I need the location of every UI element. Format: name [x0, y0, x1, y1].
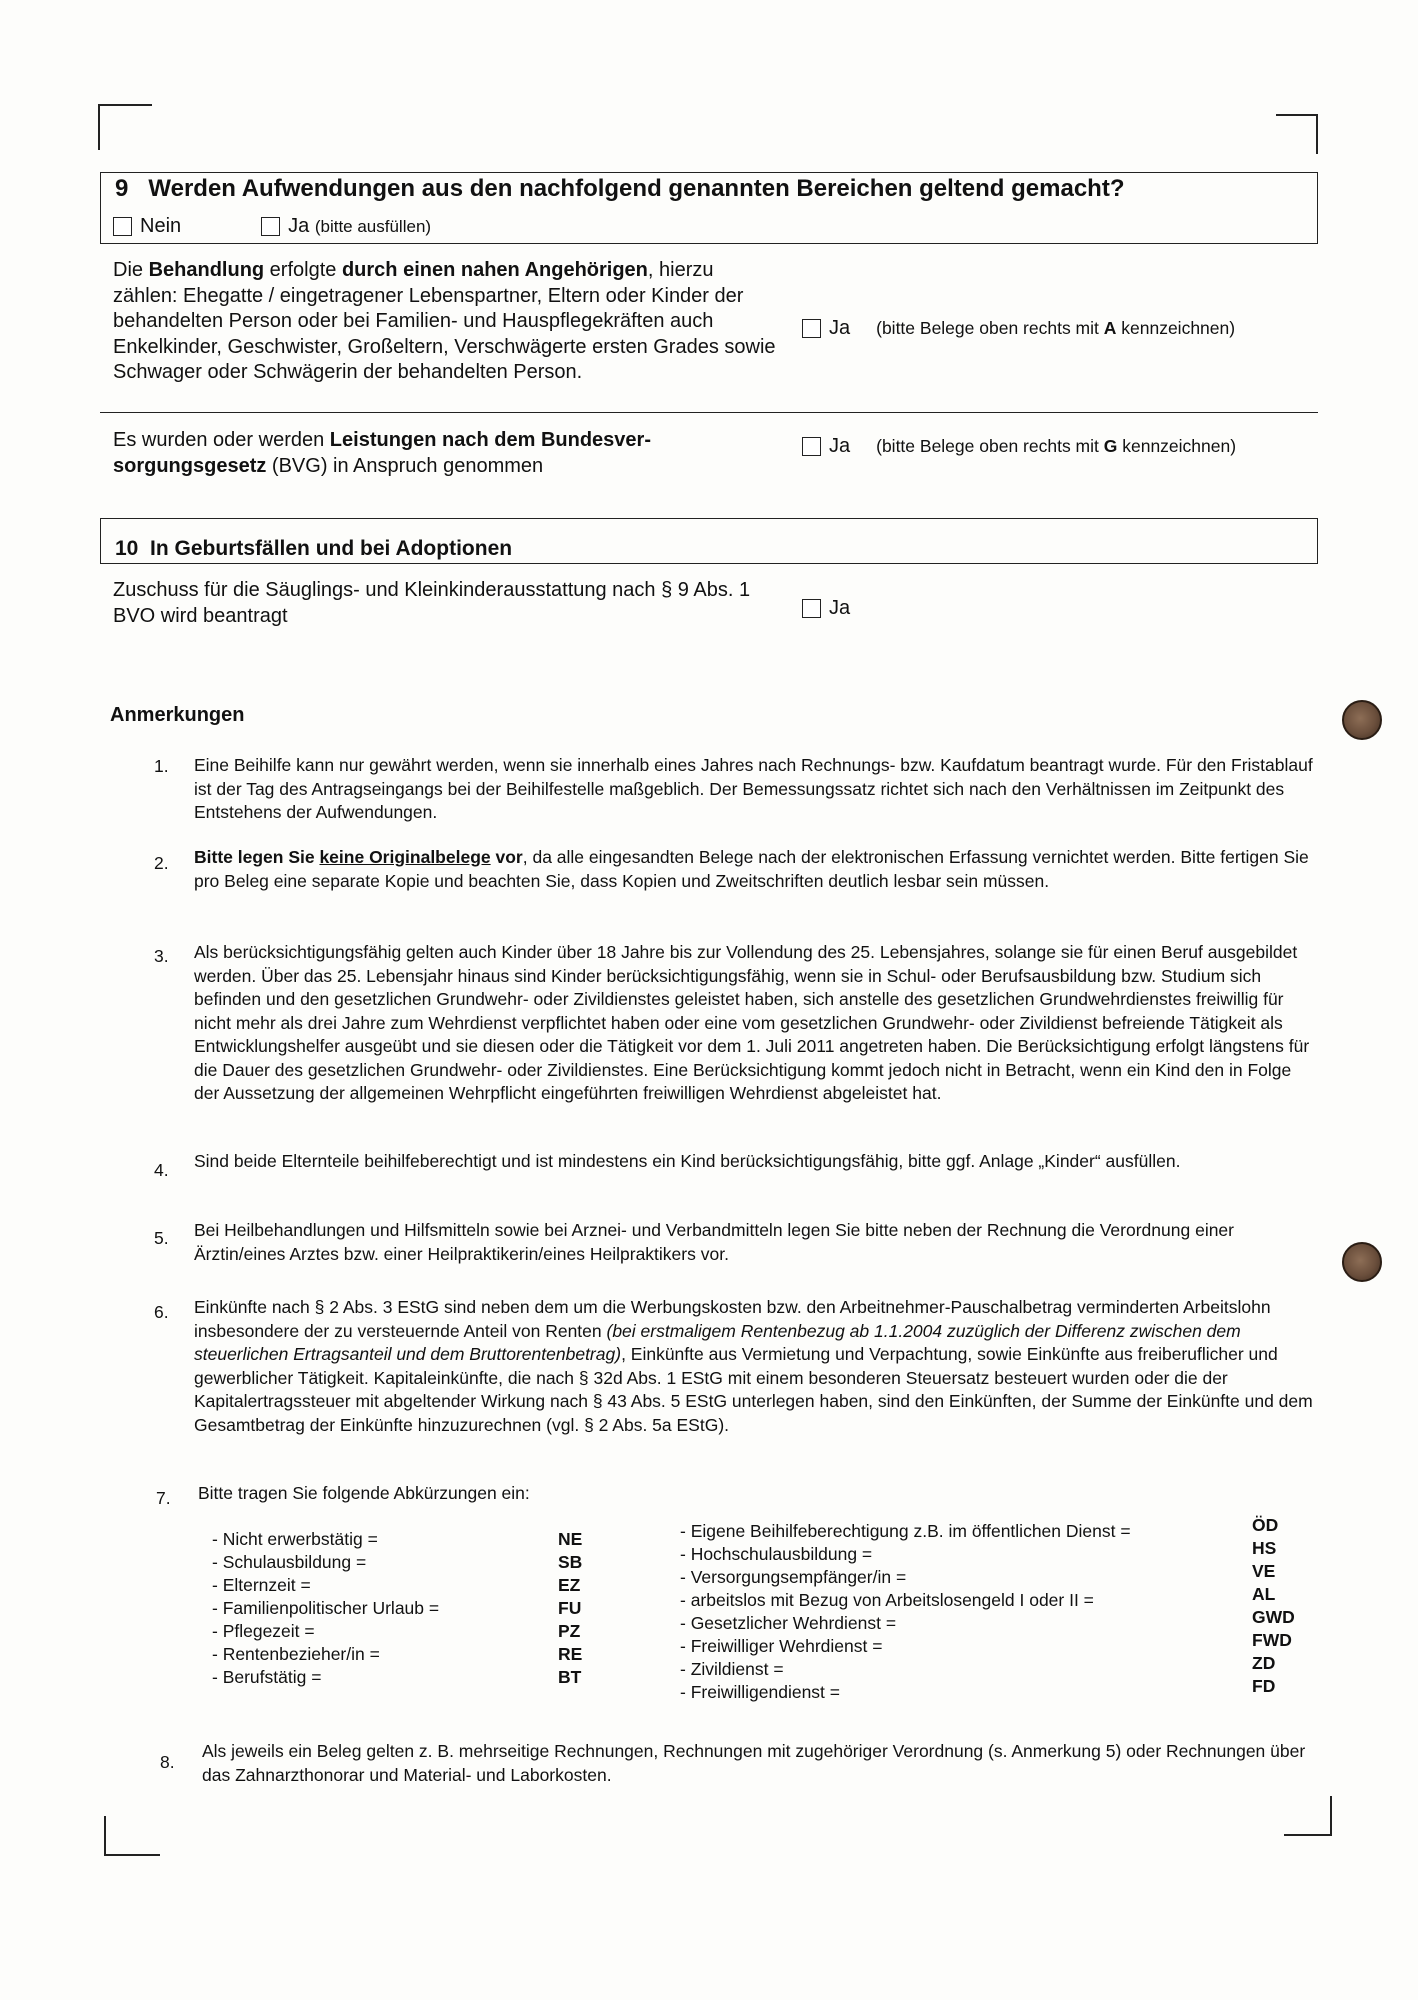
section-10-option [802, 597, 850, 620]
abbr-code: VE [1252, 1561, 1276, 1581]
abbreviations-right-codes [1252, 1514, 1295, 1698]
remarks-heading: Anmerkungen [110, 704, 245, 726]
bvg-ja-label: Ja [829, 435, 851, 457]
abbr-label: - Zivildienst = [680, 1659, 784, 1679]
abbr-label: - Eigene Beihilfeberechtigung z.B. im öffentlichen Dienst = [680, 1521, 1131, 1541]
abbr-label: - Nicht erwerbstätig = [212, 1529, 378, 1549]
remark-4-text: Sind beide Elternteile beihilfeberechtigt und ist mindestens ein Kind berücksichtigungsfähig, bitte ggf. Anlage „Kinder“ ausfüllen. [194, 1151, 1181, 1171]
section-10-text: Zuschuss für die Säuglings- und Kleinkinderausstattung nach § 9 Abs. 1 BVO wird beantragt [113, 579, 751, 627]
section-9-header-box [100, 172, 1318, 244]
abbr-code: FU [558, 1598, 582, 1618]
section-9-options [113, 215, 431, 238]
remark-4-number: 4. [154, 1160, 169, 1180]
abbr-code: ÖD [1252, 1515, 1279, 1535]
remark-2-text: Bitte legen Sie keine Originalbelege vor, da alle eingesandten Belege nach der elektronischen Erfassung vernichtet werden. Bitte fertigen Sie pro Beleg eine separate Kopie und beachten Sie, dass Kopien und Zweitschriften deutlich lesbar sein müssen. [194, 847, 1309, 891]
section-9-no-label: Nein [140, 215, 182, 237]
corner-mark-top-right [1276, 114, 1318, 154]
abbr-code: FD [1252, 1676, 1276, 1696]
abbr-label: - Hochschulausbildung = [680, 1544, 873, 1564]
remark-8-number: 8. [160, 1752, 175, 1772]
section-9-relatives-option [802, 317, 1235, 340]
punch-hole-upper [1342, 700, 1382, 740]
bvg-hint: (bitte Belege oben rechts mit G kennzeichnen) [876, 436, 1237, 456]
relatives-ja-checkbox[interactable] [802, 319, 821, 338]
abbr-label: - Pflegezeit = [212, 1621, 315, 1641]
remark-8-text: Als jeweils ein Beleg gelten z. B. mehrseitige Rechnungen, Rechnungen mit zugehöriger Verordnung (s. Anmerkung 5) oder Rechnungen über das Zahnarzthonorar und Material- und Laborkosten. [202, 1741, 1306, 1785]
corner-mark-bottom-right [1284, 1796, 1332, 1836]
abbr-label: - arbeitslos mit Bezug von Arbeitslosengeld I oder II = [680, 1590, 1094, 1610]
section-10-number: 10 [115, 537, 139, 560]
abbr-label: - Rentenbezieher/in = [212, 1644, 380, 1664]
abbr-code: AL [1252, 1584, 1276, 1604]
birth-ja-checkbox[interactable] [802, 599, 821, 618]
section-10-header-box [100, 518, 1318, 564]
corner-mark-top-left [98, 104, 152, 150]
birth-ja-label: Ja [829, 597, 851, 619]
section-9-title [115, 175, 1124, 203]
abbr-code: PZ [558, 1621, 581, 1641]
abbr-code: EZ [558, 1575, 581, 1595]
section-9-no-checkbox[interactable] [113, 217, 132, 236]
corner-mark-bottom-left [104, 1816, 160, 1856]
abbr-label: - Familienpolitischer Urlaub = [212, 1598, 440, 1618]
section-9-title-text: Werden Aufwendungen aus den nachfolgend genannten Bereichen geltend gemacht? [148, 175, 1125, 202]
abbreviations-left-labels [212, 1528, 439, 1689]
remark-6-text: Einkünfte nach § 2 Abs. 3 EStG sind neben dem um die Werbungskosten bzw. den Arbeitnehmer-Pauschalbetrag verminderten Arbeitslohn insbesondere der zu versteuernde Anteil von Renten (bei erstmaligem Rentenbezug ab 1.1.2004 zuzüglich der Differenz zwischen dem steuerlichen Ertragsanteil und dem Bruttorentenbetrag), Einkünfte aus Vermietung und Verpachtung, sowie Einkünfte aus freiberuflicher und gewerblicher Tätigkeit. Kapitaleinkünfte, die nach § 32d Abs. 1 EStG mit einem besonderen Steuersatz besteuert wurden oder die der Kapitalertragssteuer mit abgeltender Wirkung nach § 43 Abs. 5 EStG unterlegen haben, sind den Einkünften, der Summe der Einkünfte und dem Gesamtbetrag der Einkünfte hinzuzurechnen (vgl. § 2 Abs. 5a EStG). [194, 1297, 1313, 1435]
section-9-bvg-option [802, 435, 1236, 458]
section-9-number: 9 [115, 175, 129, 202]
relatives-ja-label: Ja [829, 317, 851, 339]
section-9-bvg-text: Es wurden oder werden Leistungen nach dem Bundesversorgungsgesetz (BVG) in Anspruch genommen [113, 429, 651, 477]
abbr-code: FWD [1252, 1630, 1292, 1650]
section-9-divider [100, 412, 1318, 413]
remark-3-number: 3. [154, 946, 169, 966]
remark-6-number: 6. [154, 1302, 169, 1322]
punch-hole-lower [1342, 1242, 1382, 1282]
remark-1-text: Eine Beihilfe kann nur gewährt werden, wenn sie innerhalb eines Jahres nach Rechnungs- bzw. Kaufdatum beantragt wurde. Für den Fristablauf ist der Tag des Antragseingangs bei der Beihilfestelle maßgeblich. Der Bemessungssatz richtet sich nach den Verhältnissen im Zeitpunkt des Entstehens der Aufwendungen. [194, 755, 1313, 822]
abbr-label: - Versorgungsempfänger/in = [680, 1567, 907, 1587]
abbr-label: - Berufstätig = [212, 1667, 322, 1687]
abbr-code: RE [558, 1644, 583, 1664]
section-9-relatives-text: Die Behandlung erfolgte durch einen nahen Angehörigen, hierzu zählen: Ehegatte / eingetragener Lebenspartner, Eltern oder Kinder der behandelten Person oder bei Familien- und Hauspflegekräften auch Enkelkinder, Geschwister, Großeltern, Verschwägerte ersten Grades sowie Schwager oder Schwägerin der behandelten Person. [113, 259, 776, 383]
abbr-code: GWD [1252, 1607, 1295, 1627]
remark-3-text: Als berücksichtigungsfähig gelten auch Kinder über 18 Jahre bis zur Vollendung des 25. Lebensjahres, solange sie für einen Beruf ausgebildet werden. Über das 25. Lebensjahr hinaus sind Kinder berücksichtigungsfähig, wenn sie in Schul- oder Berufsausbildung bzw. Studium sich befinden und den gesetzlichen Grundwehr- oder Zivildienstes geleistet haben, sich anstelle des gesetzlichen Grundwehrdienstes freiwillig für nicht mehr als drei Jahre zum Wehrdienst verpflichtet haben oder eine vom gesetzlichen Grundwehr- oder Zivildienst befreiende Tätigkeit als Entwicklungshelfer ausgeübt und sie diesen oder die Tätigkeit vor dem 1. Juli 2011 angetreten haben. Die Berücksichtigung erfolgt längstens für die Dauer des gesetzlichen Grundwehr- oder Zivildienstes. Eine Berücksichtigung kommt jedoch nicht in Betracht, wenn ein Kind den in Folge der Aussetzung der allgemeinen Wehrpflicht eingeführten freiwilligen Wehrdienst abgeleistet hat. [194, 942, 1310, 1103]
remark-2-number: 2. [154, 853, 169, 873]
abbr-label: - Elternzeit = [212, 1575, 311, 1595]
abbr-code: ZD [1252, 1653, 1276, 1673]
abbreviations-right-labels [680, 1520, 1131, 1704]
section-9-yes-label: Ja [288, 215, 310, 237]
abbr-label: - Schulausbildung = [212, 1552, 367, 1572]
remark-1-number: 1. [154, 756, 169, 776]
section-9-yes-hint: (bitte ausfüllen) [314, 216, 432, 236]
abbr-label: - Freiwilligendienst = [680, 1682, 840, 1702]
abbr-code: BT [558, 1667, 582, 1687]
section-9-yes-checkbox[interactable] [261, 217, 280, 236]
section-10-title [115, 537, 512, 561]
remark-7-text: Bitte tragen Sie folgende Abkürzungen ein: [198, 1483, 530, 1503]
abbr-code: NE [558, 1529, 583, 1549]
remark-7-number: 7. [156, 1488, 171, 1508]
abbreviations-left-codes [558, 1528, 582, 1689]
section-10-title-text: In Geburtsfällen und bei Adoptionen [150, 537, 513, 560]
abbr-code: SB [558, 1552, 583, 1572]
abbr-label: - Gesetzlicher Wehrdienst = [680, 1613, 897, 1633]
remark-5-number: 5. [154, 1228, 169, 1248]
bvg-ja-checkbox[interactable] [802, 437, 821, 456]
remark-5-text: Bei Heilbehandlungen und Hilfsmitteln sowie bei Arznei- und Verbandmitteln legen Sie bitte neben der Rechnung die Verordnung einer Ärztin/eines Arztes bzw. einer Heilpraktikerin/eines Heilpraktikers vor. [194, 1220, 1234, 1264]
abbr-code: HS [1252, 1538, 1277, 1558]
abbr-label: - Freiwilliger Wehrdienst = [680, 1636, 883, 1656]
relatives-hint: (bitte Belege oben rechts mit A kennzeichnen) [876, 318, 1236, 338]
